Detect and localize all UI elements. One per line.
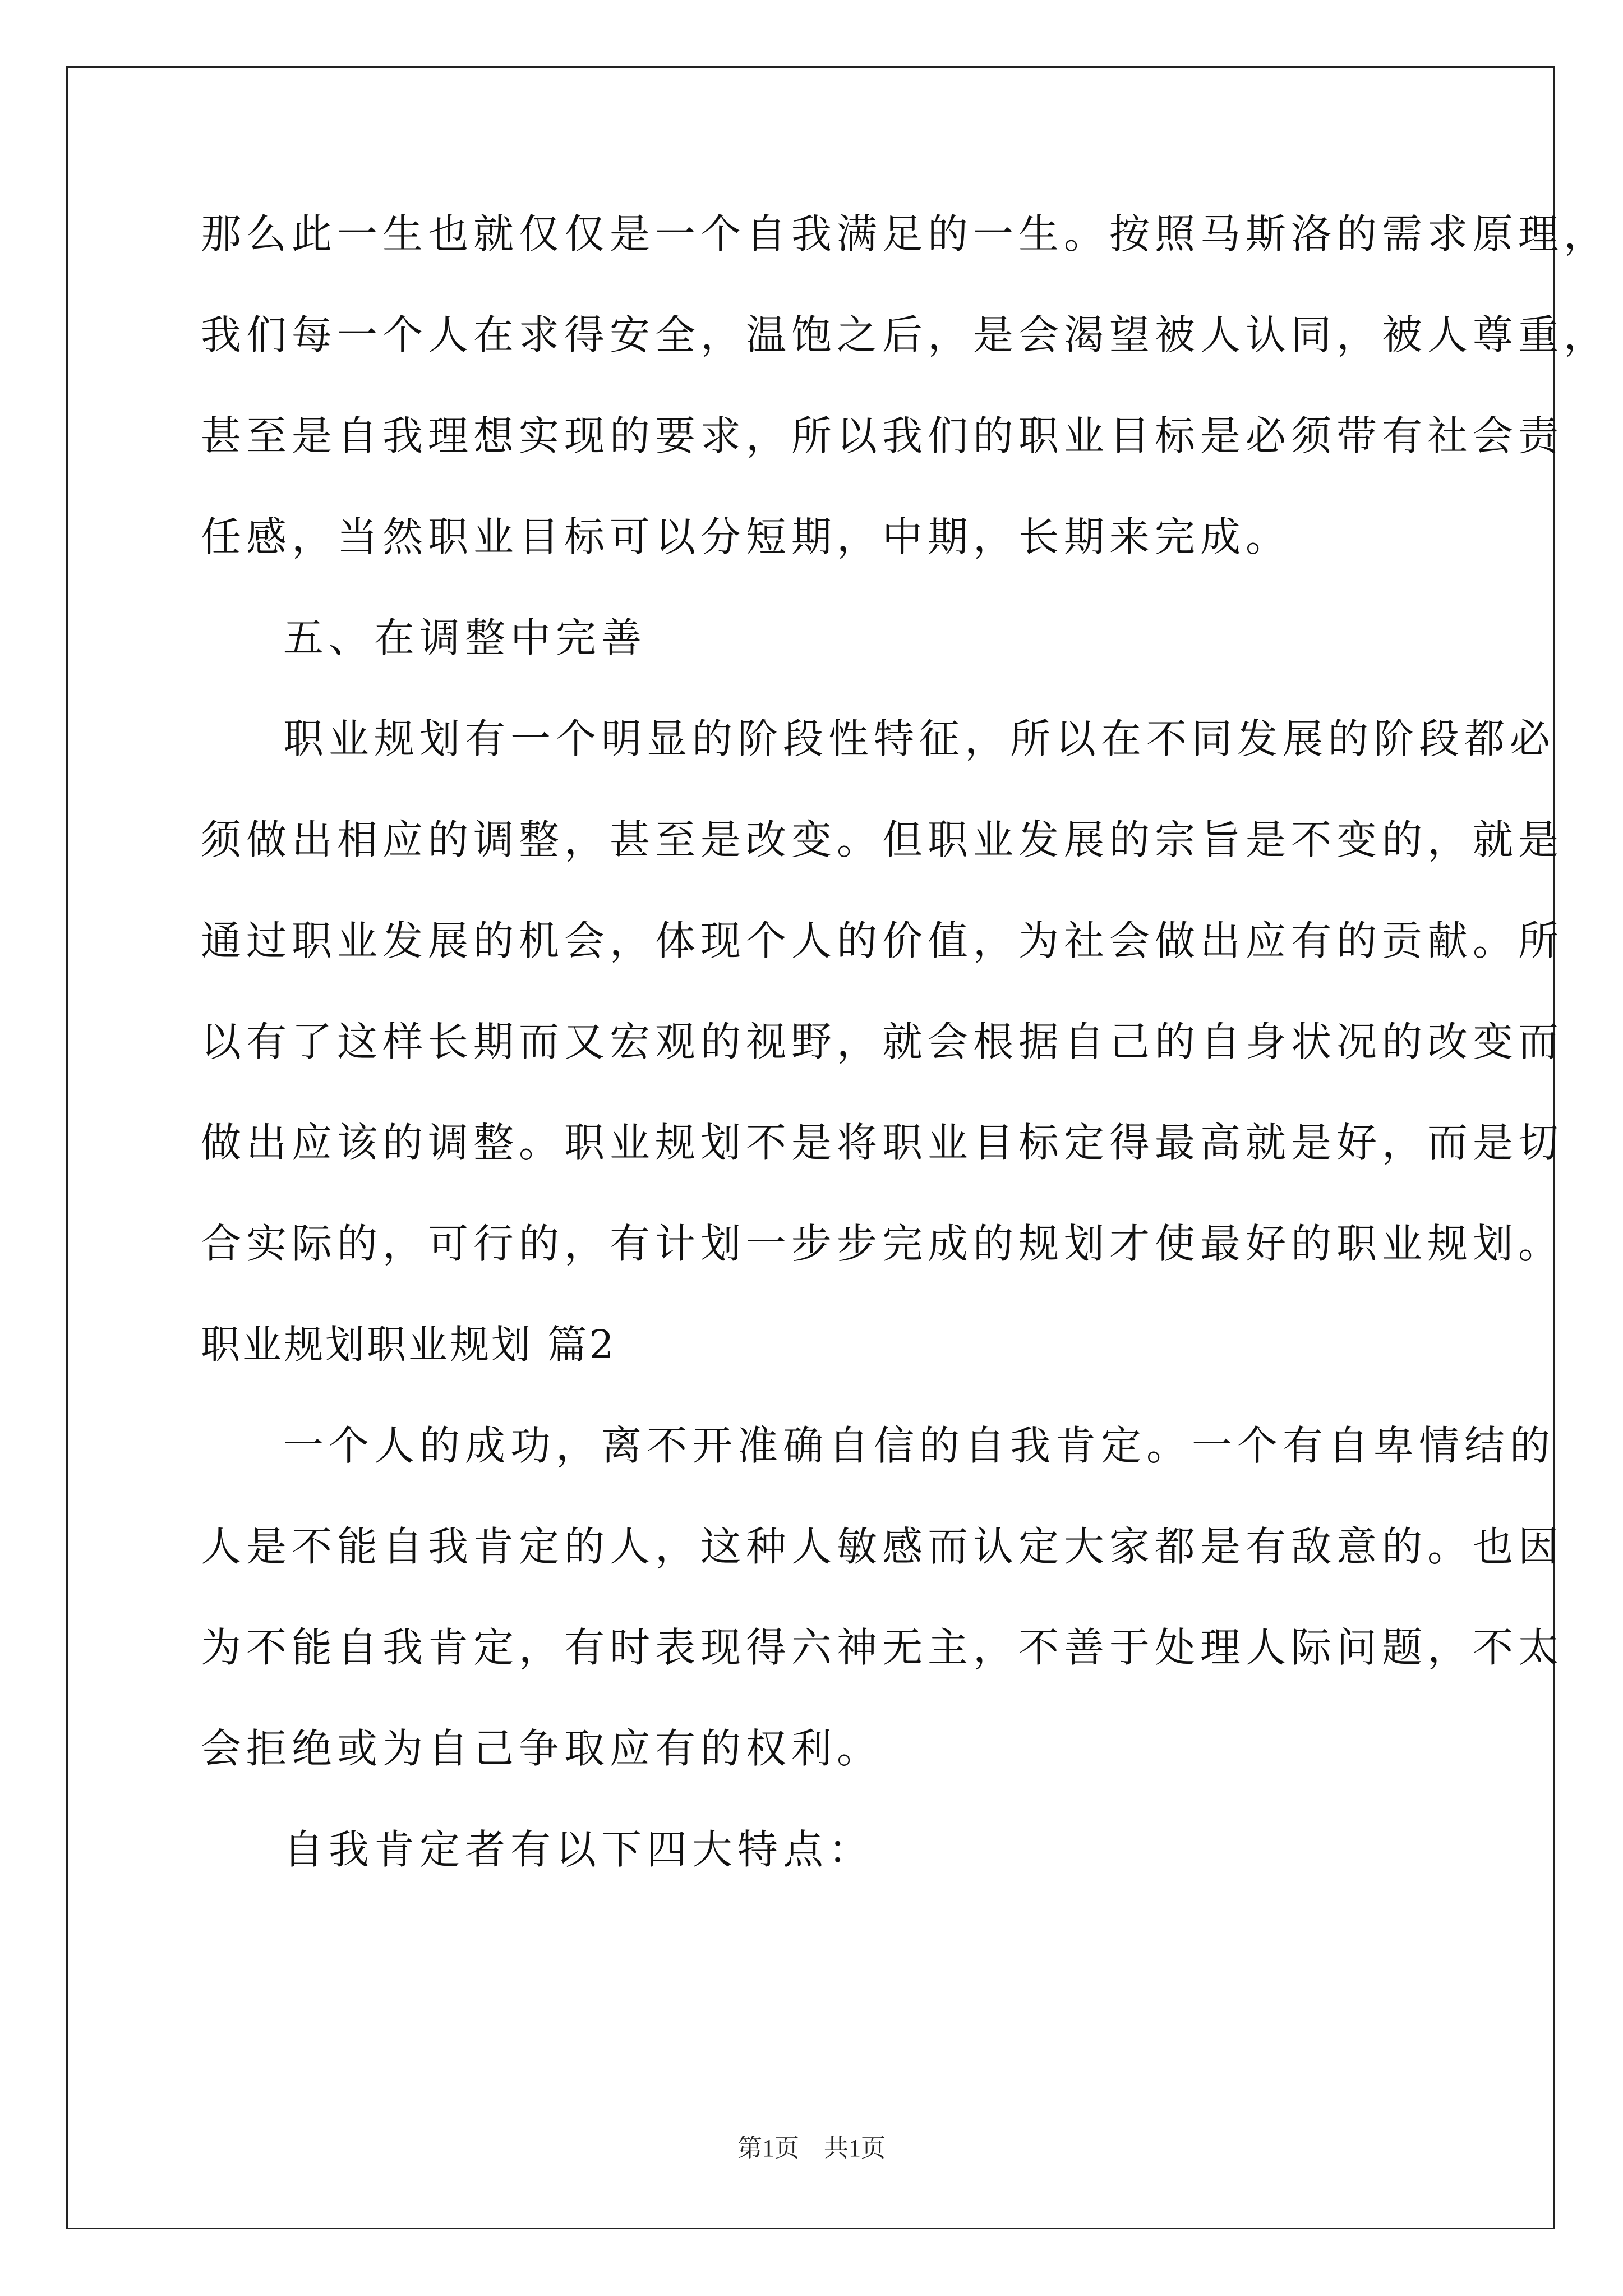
paragraph-line: 做出应该的调整。职业规划不是将职业目标定得最高就是好，而是切 bbox=[201, 1119, 1564, 1166]
paragraph-line: 以有了这样长期而又宏观的视野，就会根据自己的自身状况的改变而 bbox=[201, 1018, 1564, 1065]
paragraph-line: 一个人的成功，离不开准确自信的自我肯定。一个有自卑情结的 bbox=[283, 1422, 1556, 1469]
paragraph-line: 职业规划有一个明显的阶段性特征，所以在不同发展的阶段都必 bbox=[283, 715, 1556, 762]
paragraph-line: 合实际的，可行的，有计划一步步完成的规划才使最好的职业规划。 bbox=[201, 1220, 1564, 1267]
paragraph-line: 任感，当然职业目标可以分短期，中期，长期来完成。 bbox=[201, 513, 1292, 560]
paragraph-line: 那么此一生也就仅仅是一个自我满足的一生。按照马斯洛的需求原理， bbox=[201, 210, 1610, 257]
paragraph-line: 会拒绝或为自己争取应有的权利。 bbox=[201, 1725, 883, 1772]
paragraph-line: 自我肯定者有以下四大特点： bbox=[283, 1826, 874, 1873]
paragraph-line: 通过职业发展的机会，体现个人的价值，为社会做出应有的贡献。所 bbox=[201, 917, 1564, 964]
section-heading: 五、在调整中完善 bbox=[283, 614, 647, 661]
paragraph-line: 甚至是自我理想实现的要求，所以我们的职业目标是必须带有社会责 bbox=[201, 412, 1564, 459]
paragraph-line: 人是不能自我肯定的人，这种人敏感而认定大家都是有敌意的。也因 bbox=[201, 1523, 1564, 1570]
paragraph-line: 我们每一个人在求得安全，温饱之后，是会渴望被人认同，被人尊重， bbox=[201, 311, 1610, 358]
paragraph-line: 为不能自我肯定，有时表现得六神无主，不善于处理人际问题，不太 bbox=[201, 1624, 1564, 1671]
page-footer: 第1页 共1页 bbox=[737, 2134, 886, 2162]
article-title: 职业规划职业规划 篇2 bbox=[201, 1322, 616, 1368]
paragraph-line: 须做出相应的调整，甚至是改变。但职业发展的宗旨是不变的，就是 bbox=[201, 816, 1564, 863]
